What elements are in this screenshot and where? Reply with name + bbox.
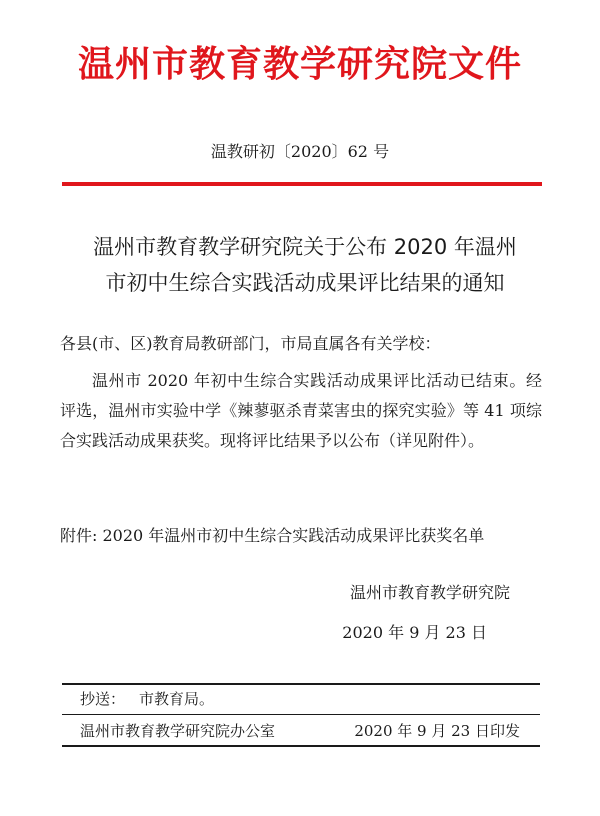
footer-bottom-rule (62, 745, 540, 747)
printed-date: 2020 年 9 月 23 日印发 (354, 722, 520, 740)
footer-top-rule (62, 683, 540, 685)
issue-date: 2020 年 9 月 23 日 (342, 623, 487, 642)
notice-title (60, 229, 550, 301)
attachment-line: 附件: 2020 年温州市初中生综合实践活动成果评比获奖名单 (60, 526, 485, 545)
cc-row (80, 688, 214, 710)
cc-label: 抄送： (80, 690, 126, 708)
footer-middle-rule (62, 714, 540, 715)
office-row (80, 720, 520, 742)
notice-title-line2: 市初中生综合实践活动成果评比结果的通知 (105, 271, 505, 295)
document-masthead: 温州市教育教学研究院文件 (77, 43, 522, 85)
body-paragraph: 温州市 2020 年初中生综合实践活动成果评比活动已结束。经评选，温州市实验中学《辣蓼驱杀青菜害虫的探究实验》等 41 项综合实践活动成果获奖。现将评比结果予以公布（详见附件）。 (60, 371, 542, 450)
issuing-office: 温州市教育教学研究院办公室 (80, 722, 276, 740)
document-number: 温教研初〔2020〕62 号 (210, 142, 390, 161)
red-divider (62, 182, 542, 186)
issuer-signature: 温州市教育教学研究院 (349, 583, 510, 602)
notice-title-line1: 温州市教育教学研究院关于公布 2020 年温州 (93, 235, 517, 259)
salutation: 各县(市、区)教育局教研部门，市局直属各有关学校： (60, 334, 441, 353)
cc-value: 市教育局。 (139, 690, 215, 708)
